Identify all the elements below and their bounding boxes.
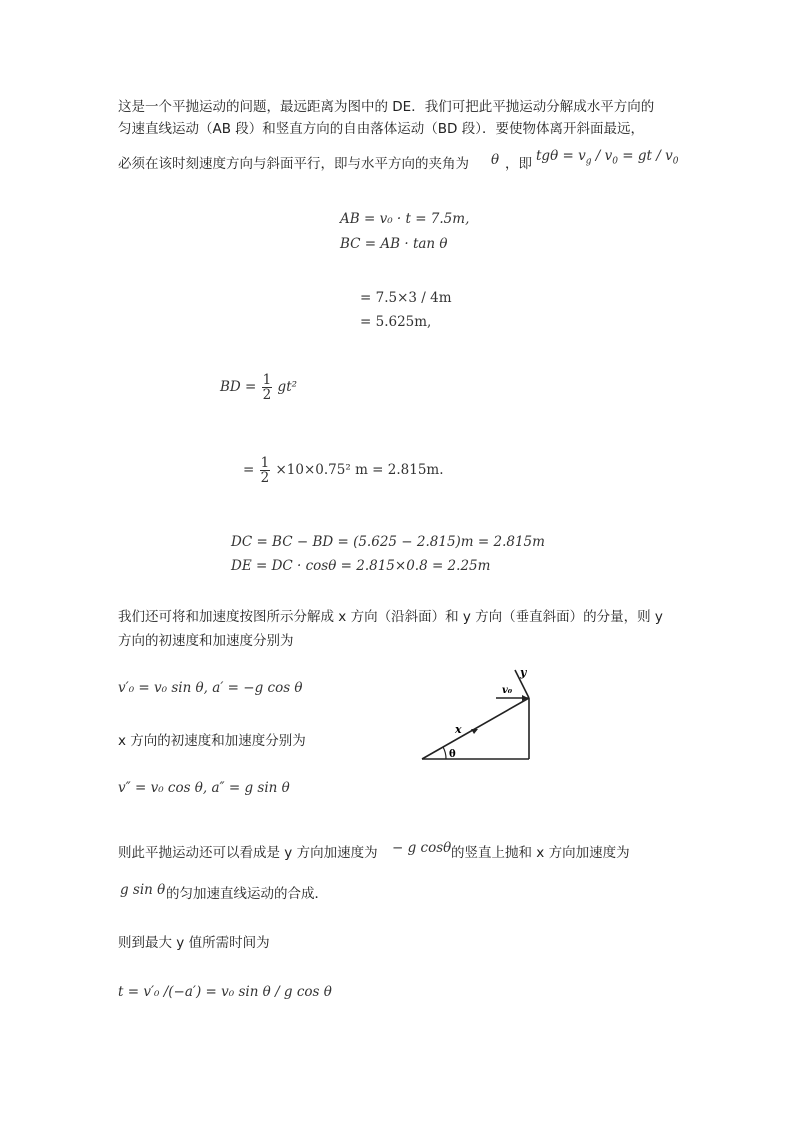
incline-diagram	[416, 662, 536, 764]
equation-bc-value-1: = 7.5×3 / 4m	[360, 290, 452, 306]
paragraph-4-line-1-b: 的竖直上抛和 x 方向加速度为	[451, 845, 630, 861]
paragraph-4-line-2-b: 的匀加速直线运动的合成．	[166, 886, 328, 902]
equation-y-components: v′₀ = v₀ sin θ, a′ = −g cos θ	[118, 680, 303, 696]
paragraph-4-line-1-a: 则此平抛运动还可以看成是 y 方向加速度为	[118, 845, 378, 861]
paragraph-1-line-3-tail: ，即	[505, 156, 532, 172]
equation-bd-value: = $\frac{1}{2}$ ×10×0.75² m = 2.815m.	[243, 455, 444, 486]
paragraph-1-line-1: 这是一个平抛运动的问题，最远距离为图中的 DE．我们可把此平抛运动分解成水平方向的	[118, 99, 655, 115]
theta-arc	[443, 747, 446, 759]
g-sin-theta: g sin θ	[120, 882, 166, 898]
equation-x-components: v″ = v₀ cos θ, a″ = g sin θ	[118, 780, 290, 796]
paragraph-1-line-2: 匀速直线运动（AB 段）和竖直方向的自由落体运动（BD 段）．要使物体离开斜面最远，	[118, 121, 644, 137]
neg-g-cos-theta: − g cosθ	[392, 840, 452, 856]
equation-time: t = v′₀ /(−a′) = v₀ sin θ / g cos θ	[118, 984, 332, 1000]
diagram-label-y: y	[520, 666, 527, 679]
diagram-label-v0: v₀	[502, 685, 513, 696]
paragraph-5: 则到最大 y 值所需时间为	[118, 935, 270, 951]
equation-bd: BD = $\frac{1}{2}$ gt²	[220, 372, 298, 403]
equation-ab: AB = v₀ · t = 7.5m,	[340, 211, 470, 227]
theta-inline: θ	[491, 152, 500, 168]
paragraph-3: x 方向的初速度和加速度分别为	[118, 733, 306, 749]
paragraph-2-line-1: 我们还可将和加速度按图所示分解成 x 方向（沿斜面）和 y 方向（垂直斜面）的分量，则 y	[118, 609, 663, 625]
incline-line	[422, 698, 529, 759]
diagram-label-theta: θ	[449, 749, 456, 760]
tg-equation: $tg\theta = v_g / v_0$ = gt / $v_0$	[536, 148, 679, 167]
paragraph-2-line-2: 方向的初速度和加速度分别为	[118, 633, 294, 649]
diagram-label-x: x	[455, 723, 462, 736]
paragraph-1-line-3: 必须在该时刻速度方向与斜面平行，即与水平方向的夹角为	[118, 156, 469, 172]
x-arrowhead	[471, 729, 478, 734]
equation-bc-value-2: = 5.625m,	[360, 314, 432, 330]
equation-de: DE = DC · cosθ = 2.815×0.8 = 2.25m	[231, 558, 491, 574]
equation-dc: DC = BC − BD = (5.625 − 2.815)m = 2.815m	[231, 534, 545, 550]
equation-bc: BC = AB · tan θ	[340, 236, 448, 252]
